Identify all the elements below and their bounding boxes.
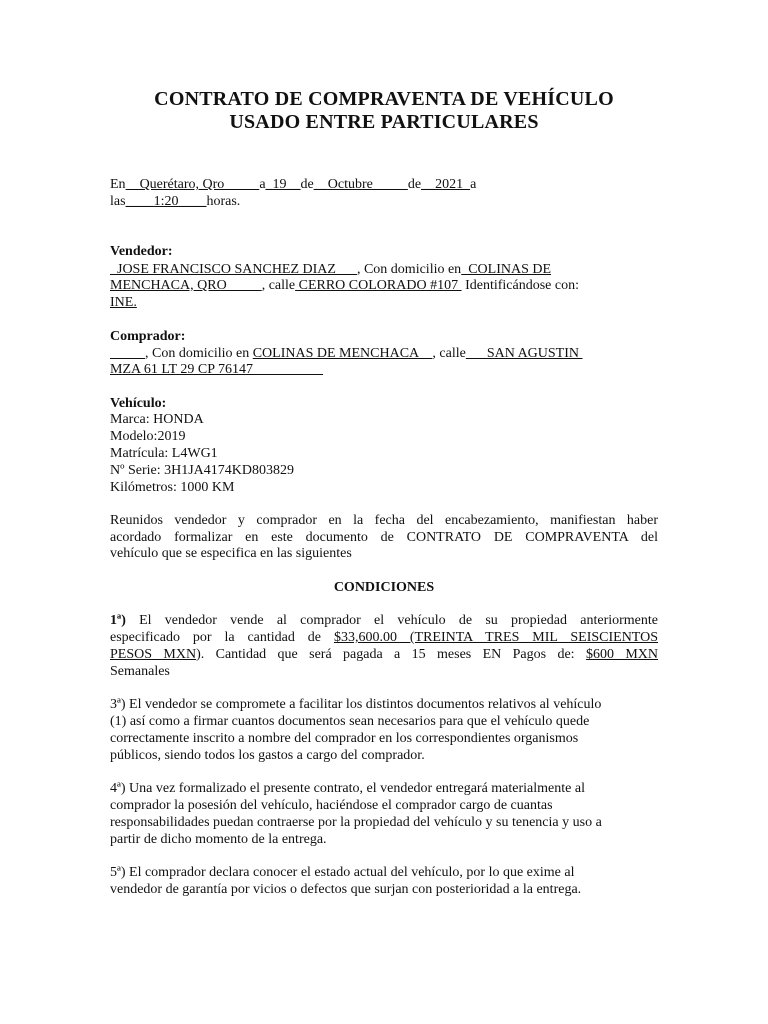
buyer-line-1	[110, 345, 583, 362]
cond5-line-1: 5ª) El comprador declara conocer el estado actual del vehículo, por lo que exime al	[110, 865, 575, 880]
buyer-address-label: , Con domicilio en	[145, 346, 253, 361]
cond4-line-4: partir de dicho momento de la entrega.	[110, 832, 327, 847]
cond4-line-2: comprador la posesión del vehículo, haciéndose el comprador cargo de cuantas	[110, 798, 553, 813]
buyer-street-2: MZA 61 LT 29 CP 76147	[110, 362, 324, 377]
cond5-line-2: vendedor de garantía por vicios o defectos que surjan con posterioridad a la entrega.	[110, 882, 582, 897]
cond4-line-3: responsabilidades puedan contraerse por la propiedad del vehículo y su tenencia y uso a	[110, 815, 602, 830]
intro-las: las	[110, 194, 126, 209]
agreement-line-1: Reunidos vendedor y comprador en la fecha del encabezamiento, manifiestan haber	[110, 513, 658, 528]
buyer-line-2	[110, 361, 323, 378]
buyer-street-1: SAN AGUSTIN	[465, 346, 583, 361]
cond1-line-1: 1ª) El vendedor vende al comprador el vehículo de su propiedad anteriormente	[110, 613, 658, 628]
seller-address-1: COLINAS DE	[461, 262, 552, 277]
agreement-line-3: vehículo que se especifica en las siguientes	[110, 546, 352, 561]
contract-title-line-2: USADO ENTRE PARTICULARES	[229, 111, 539, 133]
cond3-line-2: (1) así como a firmar cuantos documentos sean necesarios para que el vehículo quede	[110, 714, 590, 729]
intro-a-2: a	[470, 177, 477, 192]
cond1-line-2: especificado por la cantidad de $33,600.00 (TREINTA TRES MIL SEISCIENTOS	[110, 630, 659, 645]
intro-month: __Octubre	[313, 177, 408, 192]
cond3-line-1: 3ª) El vendedor se compromete a facilitar los distintos documentos relativos al vehículo	[110, 697, 602, 712]
cond1-line-3: PESOS MXN). Cantidad que será pagada a 15 meses EN Pagos de: $600 MXN	[110, 647, 658, 662]
cond1-price-cont: PESOS MXN	[110, 647, 197, 662]
intro-year: __2021	[421, 177, 471, 192]
intro-de-1: de	[300, 177, 314, 192]
cond3-line-4: públicos, siendo todos los gastos a cargo del comprador.	[110, 748, 425, 763]
cond1-line-4: Semanales	[110, 664, 170, 679]
seller-address-label: , Con domicilio en	[356, 262, 462, 277]
vehicle-brand: Marca: HONDA	[110, 412, 204, 427]
vehicle-serial: Nº Serie: 3H1JA4174KD803829	[110, 463, 294, 478]
cond3-line-3: correctamente inscrito a nombre del comprador en los correspondientes organismos	[110, 731, 579, 746]
seller-street-label: , calle	[261, 278, 296, 293]
intro-de-2: de	[407, 177, 422, 192]
vehicle-model: Modelo:2019	[110, 429, 186, 444]
seller-line-2	[110, 277, 579, 294]
cond1-price: $33,600.00 (TREINTA TRES MIL SEISCIENTOS	[333, 630, 659, 645]
intro-a: a	[259, 177, 266, 192]
vehicle-plate: Matrícula: L4WG1	[110, 446, 218, 461]
seller-line-3	[110, 294, 137, 311]
intro-en: En	[110, 177, 126, 192]
intro-time: ____1:20____	[125, 194, 207, 209]
contract-title-line-1: CONTRATO DE COMPRAVENTA DE VEHÍCULO	[154, 88, 614, 110]
seller-heading: Vendedor:	[110, 244, 173, 259]
intro-time-line	[110, 193, 240, 210]
seller-line-1	[110, 261, 551, 278]
agreement-line-2: acordado formalizar en este documento de CONTRATO DE COMPRAVENTA del	[110, 530, 658, 545]
vehicle-kilometers: Kilómetros: 1000 KM	[110, 480, 235, 495]
cond1-payment: $600 MXN	[585, 647, 658, 662]
seller-street: CERRO COLORADO #107	[295, 278, 462, 293]
buyer-address: COLINAS DE MENCHACA	[252, 346, 433, 361]
buyer-street-label: , calle	[432, 346, 466, 361]
intro-date-line	[110, 176, 476, 193]
cond4-line-1: 4ª) Una vez formalizado el presente contrato, el vendedor entregará materialmente al	[110, 781, 585, 796]
intro-place: Querétaro, Qro	[125, 177, 260, 192]
vehicle-heading: Vehículo:	[110, 396, 167, 411]
cond1-number: 1ª)	[110, 613, 126, 628]
buyer-heading: Comprador:	[110, 329, 186, 344]
seller-id: INE.	[110, 295, 137, 310]
conditions-heading: CONDICIONES	[333, 580, 435, 595]
seller-address-2: MENCHACA, QRO	[110, 278, 262, 293]
buyer-name-blank	[110, 346, 145, 361]
intro-horas: horas.	[206, 194, 241, 209]
intro-day: _19__	[265, 177, 301, 192]
seller-id-label: Identificándose con:	[461, 278, 579, 293]
seller-name: JOSE FRANCISCO SANCHEZ DIAZ	[110, 262, 357, 277]
